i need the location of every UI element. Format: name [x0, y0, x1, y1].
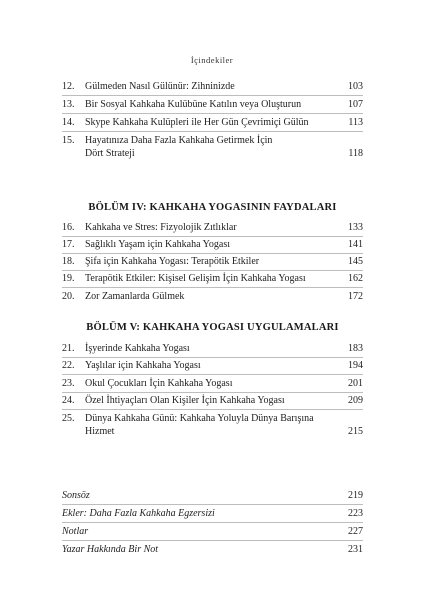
toc-entry — [62, 80, 363, 96]
entry-title: Bir Sosyal Kahkaha Kulübüne Katılın veya Oluşturun — [85, 99, 302, 110]
back-matter-entry — [62, 543, 363, 556]
back-matter-entry — [62, 525, 363, 541]
toc-entry — [62, 255, 363, 271]
section-heading: BÖLÜM V: KAHKAHA YOGASI UYGULAMALARI — [86, 322, 339, 333]
entry-number: 14. — [62, 117, 75, 128]
entry-page: 223 — [348, 508, 363, 519]
running-head: İçindekiler — [190, 55, 234, 65]
entry-number: 24. — [62, 395, 75, 406]
entry-number: 20. — [62, 291, 75, 302]
entry-page: 118 — [348, 148, 363, 159]
toc-entry — [62, 98, 363, 114]
entry-page: 145 — [348, 256, 363, 267]
entry-title: Sağlıklı Yaşam için Kahkaha Yogası — [85, 239, 230, 250]
entry-number: 15. — [62, 135, 75, 146]
section-heading: BÖLÜM IV: KAHKAHA YOGASININ FAYDALARI — [88, 202, 337, 213]
entry-page: 162 — [348, 273, 363, 284]
entry-title: Yazar Hakkında Bir Not — [62, 544, 159, 555]
entry-number: 23. — [62, 378, 75, 389]
entry-title: İşyerinde Kahkaha Yogası — [85, 343, 190, 354]
entry-title: Yaşlılar için Kahkaha Yogası — [85, 360, 201, 371]
entry-page: 103 — [348, 81, 363, 92]
entry-title: Ekler: Daha Fazla Kahkaha Egzersizi — [62, 508, 215, 519]
entry-page: 172 — [348, 291, 363, 302]
entry-page: 194 — [348, 360, 363, 371]
entry-title: Notlar — [62, 526, 89, 537]
toc-entry — [62, 359, 363, 375]
entry-title: Terapötik Etkiler: Kişisel Gelişim İçin Kahkaha Yogası — [85, 273, 306, 284]
entry-number: 22. — [62, 360, 75, 371]
entry-page: 219 — [348, 490, 363, 501]
toc-entry — [62, 290, 363, 303]
entry-title: Şifa için Kahkaha Yogası: Terapötik Etkiler — [85, 256, 260, 267]
entry-page: 209 — [348, 395, 363, 406]
toc-entry — [62, 342, 363, 358]
back-matter-entry — [62, 489, 363, 505]
entry-number: 18. — [62, 256, 75, 267]
toc-entry — [62, 238, 363, 254]
entry-page: 227 — [348, 526, 363, 537]
entry-title: Kahkaha ve Stres: Fizyolojik Zıtlıklar — [85, 222, 237, 233]
entry-page: 141 — [348, 239, 363, 250]
entry-number: 21. — [62, 343, 75, 354]
entry-number: 13. — [62, 99, 75, 110]
entry-title: Hayatınıza Daha Fazla Kahkaha Getirmek İçin Dört Strateji — [85, 135, 273, 159]
entry-title: Özel İhtiyaçları Olan Kişiler İçin Kahkaha Yogası — [85, 395, 285, 406]
entry-title: Gülmeden Nasıl Gülünür: Zihninizde — [85, 81, 235, 92]
toc-entry — [62, 272, 363, 288]
entry-number: 17. — [62, 239, 75, 250]
entry-title: Sonsöz — [62, 490, 90, 501]
toc-entry — [62, 394, 363, 410]
entry-page: 183 — [348, 343, 363, 354]
entry-title: Okul Çocukları İçin Kahkaha Yogası — [85, 378, 233, 389]
entry-page: 231 — [348, 544, 363, 555]
entry-number: 12. — [62, 81, 75, 92]
toc-entry — [62, 134, 363, 160]
toc-entry — [62, 377, 363, 393]
entry-title: Zor Zamanlarda Gülmek — [85, 291, 185, 302]
entry-title: Dünya Kahkaha Günü: Kahkaha Yoluyla Dünya Barışına Hizmet — [85, 413, 314, 437]
entry-title: Skype Kahkaha Kulüpleri ile Her Gün Çevrimiçi Gülün — [85, 117, 309, 128]
toc-entry — [62, 116, 363, 132]
toc-entry — [62, 221, 363, 237]
back-matter-entry — [62, 507, 363, 523]
entry-page: 215 — [348, 426, 363, 437]
entry-page: 107 — [348, 99, 363, 110]
entry-number: 16. — [62, 222, 75, 233]
entry-number: 19. — [62, 273, 75, 284]
entry-page: 133 — [348, 222, 363, 233]
entry-page: 113 — [348, 117, 363, 128]
entry-page: 201 — [348, 378, 363, 389]
entry-number: 25. — [62, 413, 75, 424]
toc-entry — [62, 412, 363, 438]
